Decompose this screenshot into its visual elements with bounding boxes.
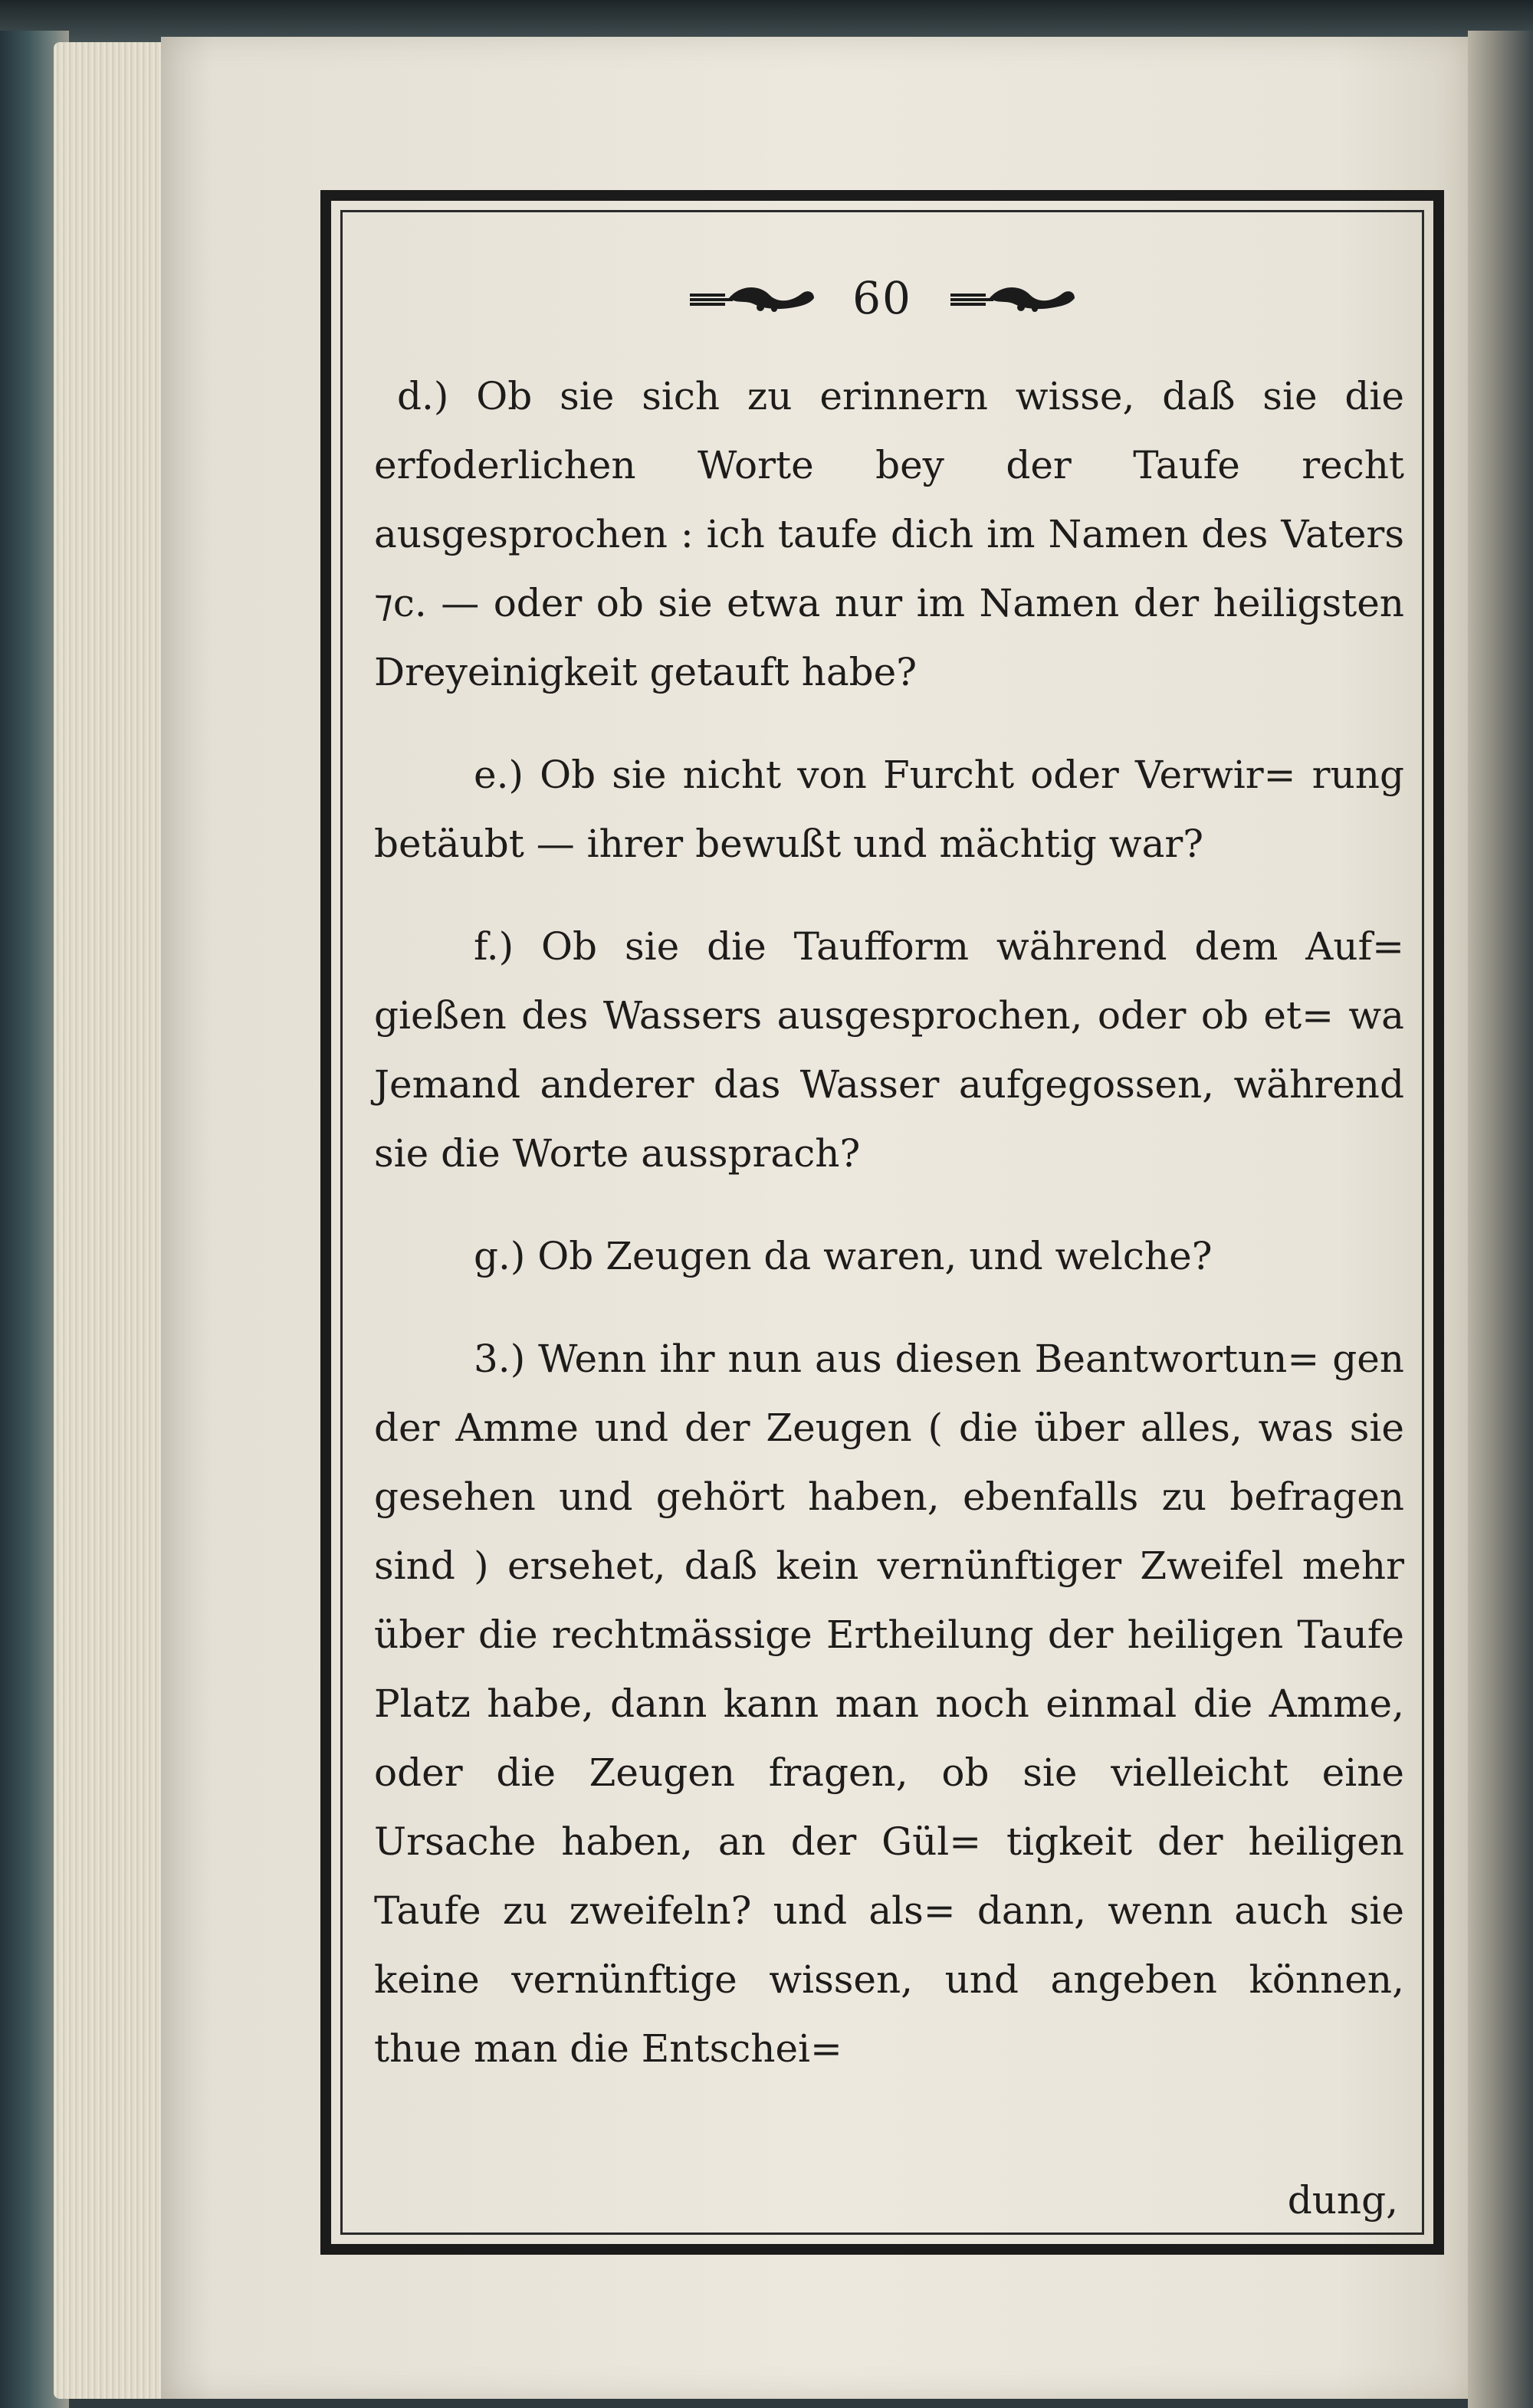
book-right-edge bbox=[1468, 31, 1533, 2408]
paragraph-3: 3.) Wenn ihr nun aus diesen Beantwortun= gen der Amme und der Zeugen ( die über alles, was sie gesehen und gehört haben, ebenfalls zu befragen sind ) ersehet, daß kein vernünftiger Zweifel mehr über die rechtmässige Ertheilung der heiligen Taufe Platz habe, dann kann man noch einmal die Amme, oder die Zeugen fragen, ob sie vielleicht eine Ursache haben, an der Gül= tigkeit der heiligen Taufe zu zweifeln? und als= dann, wenn auch sie keine vernünftige wissen, und angeben können, thue man die Entschei= bbox=[374, 1337, 1404, 2071]
page-number: 60 bbox=[852, 272, 912, 324]
scroll-ornament-icon bbox=[947, 281, 1078, 315]
page-body bbox=[374, 362, 1404, 2083]
page-border-frame bbox=[320, 190, 1444, 2255]
paragraph-e: e.) Ob sie nicht von Furcht oder Verwir= rung betäubt — ihrer bewußt und mächtig war? bbox=[374, 753, 1404, 866]
page-stack-edges bbox=[54, 42, 176, 2399]
paragraph-g: g.) Ob Zeugen da waren, und welche? bbox=[474, 1234, 1213, 1278]
scroll-ornament-icon bbox=[687, 281, 817, 315]
catchword: dung, bbox=[1287, 2178, 1398, 2223]
page-header bbox=[331, 264, 1433, 333]
paragraph-f: f.) Ob sie die Taufform während dem Auf= gießen des Wassers ausgesprochen, oder ob et= wa Jemand anderer das Wasser aufgegossen, während sie die Worte aussprach? bbox=[374, 924, 1404, 1176]
paragraph-d: d.) Ob sie sich zu erinnern wisse, daß sie die erfoderlichen Worte bey der Taufe recht ausgesprochen : ich taufe dich im Namen des Vaters ⁊c. — oder ob sie etwa nur im Namen der heiligsten Dreyeinigkeit getauft habe? bbox=[374, 374, 1404, 694]
